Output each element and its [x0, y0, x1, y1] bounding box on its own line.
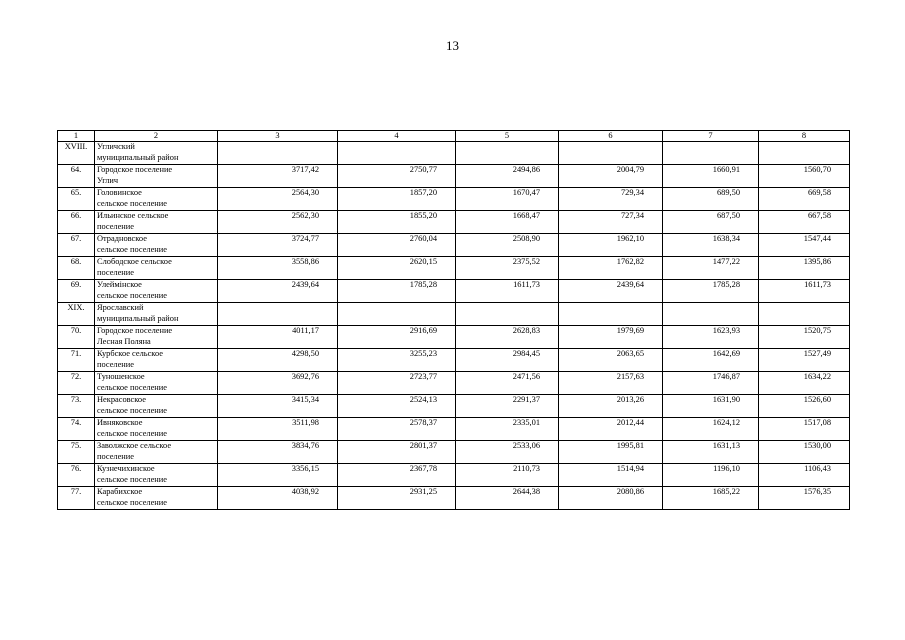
settlement-name-line: Углич — [97, 175, 119, 185]
value-cell: 1547,44 — [759, 234, 850, 257]
value-cell: 1979,69 — [559, 326, 663, 349]
row-number: XIX. — [58, 303, 95, 326]
table-row — [58, 188, 850, 211]
table-row — [58, 487, 850, 510]
row-number: 70. — [58, 326, 95, 349]
value-cell: 1642,69 — [663, 349, 759, 372]
value-cell: 1611,73 — [759, 280, 850, 303]
value-cell: 2620,15 — [338, 257, 456, 280]
settlement-name-line: поселение — [97, 267, 134, 277]
value-cell: 2524,13 — [338, 395, 456, 418]
table-row — [58, 303, 850, 326]
value-cell: 689,50 — [663, 188, 759, 211]
value-cell: 1611,73 — [456, 280, 559, 303]
value-cell: 2801,37 — [338, 441, 456, 464]
settlement-name — [95, 395, 218, 418]
value-cell — [338, 142, 456, 165]
settlement-name-line: поселение — [97, 221, 134, 231]
value-cell: 2110,73 — [456, 464, 559, 487]
table-row — [58, 326, 850, 349]
value-cell: 3724,77 — [218, 234, 338, 257]
table-header-row — [58, 131, 850, 142]
settlement-name — [95, 349, 218, 372]
value-cell: 3692,76 — [218, 372, 338, 395]
row-number: 75. — [58, 441, 95, 464]
table-row — [58, 280, 850, 303]
value-cell: 2578,37 — [338, 418, 456, 441]
value-cell: 4298,50 — [218, 349, 338, 372]
value-cell: 1668,47 — [456, 211, 559, 234]
column-header: 6 — [559, 131, 663, 142]
value-cell: 1857,20 — [338, 188, 456, 211]
value-cell — [456, 303, 559, 326]
settlement-name — [95, 418, 218, 441]
row-number: 74. — [58, 418, 95, 441]
settlement-name-line: сельское поселение — [97, 198, 167, 208]
value-cell: 1785,28 — [338, 280, 456, 303]
value-cell: 1527,49 — [759, 349, 850, 372]
column-header: 7 — [663, 131, 759, 142]
value-cell: 1576,35 — [759, 487, 850, 510]
settlement-name — [95, 464, 218, 487]
value-cell: 1785,28 — [663, 280, 759, 303]
settlement-name — [95, 303, 218, 326]
settlement-name-line: сельское поселение — [97, 382, 167, 392]
value-cell: 2760,04 — [338, 234, 456, 257]
value-cell: 2157,63 — [559, 372, 663, 395]
value-cell: 2750,77 — [338, 165, 456, 188]
settlement-name-line: Улеймінское — [97, 280, 142, 289]
settlement-name — [95, 211, 218, 234]
value-cell: 4038,92 — [218, 487, 338, 510]
value-cell: 1746,87 — [663, 372, 759, 395]
settlement-name-line: Угличский — [97, 142, 135, 151]
table-row — [58, 257, 850, 280]
row-number: 71. — [58, 349, 95, 372]
value-cell — [663, 303, 759, 326]
settlement-name-line: Туношенское — [97, 372, 145, 381]
settlement-name-line: сельское поселение — [97, 497, 167, 507]
settlement-name-line: Кузнечихинское — [97, 464, 155, 473]
row-number: 64. — [58, 165, 95, 188]
row-number: 68. — [58, 257, 95, 280]
row-number: 66. — [58, 211, 95, 234]
value-cell: 3415,34 — [218, 395, 338, 418]
value-cell: 1623,93 — [663, 326, 759, 349]
value-cell: 2013,26 — [559, 395, 663, 418]
table-row — [58, 349, 850, 372]
value-cell: 1995,81 — [559, 441, 663, 464]
row-number: 73. — [58, 395, 95, 418]
value-cell: 2335,01 — [456, 418, 559, 441]
settlement-name-line: муниципальный район — [97, 313, 179, 323]
table-row — [58, 441, 850, 464]
settlement-name — [95, 234, 218, 257]
table-row — [58, 165, 850, 188]
value-cell: 2375,52 — [456, 257, 559, 280]
settlement-name-line: Ильинское сельское — [97, 211, 169, 220]
settlement-name-line: сельское поселение — [97, 290, 167, 300]
table-row — [58, 395, 850, 418]
row-number: 69. — [58, 280, 95, 303]
value-cell — [759, 303, 850, 326]
value-cell: 1514,94 — [559, 464, 663, 487]
value-cell: 1631,13 — [663, 441, 759, 464]
value-cell: 2063,65 — [559, 349, 663, 372]
settlement-name-line: Лесная Поляна — [97, 336, 151, 346]
value-cell: 1670,47 — [456, 188, 559, 211]
value-cell — [338, 303, 456, 326]
settlement-name — [95, 257, 218, 280]
value-cell: 3717,42 — [218, 165, 338, 188]
value-cell: 1517,08 — [759, 418, 850, 441]
value-cell: 2644,38 — [456, 487, 559, 510]
value-cell: 1685,22 — [663, 487, 759, 510]
row-number: XVIII. — [58, 142, 95, 165]
settlement-name-line: Отрадновское — [97, 234, 147, 243]
column-header: 5 — [456, 131, 559, 142]
value-cell: 3834,76 — [218, 441, 338, 464]
value-cell: 667,58 — [759, 211, 850, 234]
settlement-name-line: Городское поселение — [97, 326, 173, 335]
table-row — [58, 372, 850, 395]
column-header: 2 — [95, 131, 218, 142]
row-number: 67. — [58, 234, 95, 257]
table-row — [58, 464, 850, 487]
value-cell: 687,50 — [663, 211, 759, 234]
table-row — [58, 211, 850, 234]
value-cell: 1395,86 — [759, 257, 850, 280]
value-cell: 2004,79 — [559, 165, 663, 188]
value-cell: 2367,78 — [338, 464, 456, 487]
value-cell: 2562,30 — [218, 211, 338, 234]
value-cell: 2723,77 — [338, 372, 456, 395]
settlement-name-line: Слободское сельское — [97, 257, 172, 266]
settlement-name-line: Некрасовское — [97, 395, 146, 404]
value-cell: 1106,43 — [759, 464, 850, 487]
value-cell — [218, 142, 338, 165]
value-cell: 4011,17 — [218, 326, 338, 349]
row-number: 77. — [58, 487, 95, 510]
value-cell: 1855,20 — [338, 211, 456, 234]
settlement-name — [95, 165, 218, 188]
value-cell: 2533,06 — [456, 441, 559, 464]
value-cell: 2291,37 — [456, 395, 559, 418]
value-cell: 2012,44 — [559, 418, 663, 441]
value-cell: 1520,75 — [759, 326, 850, 349]
settlement-name-line: Городское поселение — [97, 165, 173, 174]
row-number: 72. — [58, 372, 95, 395]
settlement-name — [95, 326, 218, 349]
settlement-name-line: Ивняковское — [97, 418, 143, 427]
settlement-name-line: Курбское сельское — [97, 349, 163, 358]
value-cell: 2494,86 — [456, 165, 559, 188]
settlement-name-line: муниципальный район — [97, 152, 179, 162]
value-cell: 1762,82 — [559, 257, 663, 280]
value-cell: 3255,23 — [338, 349, 456, 372]
table-body — [58, 142, 850, 510]
value-cell: 3558,86 — [218, 257, 338, 280]
value-cell: 729,34 — [559, 188, 663, 211]
settlement-name-line: Ярославский — [97, 303, 144, 312]
settlement-name — [95, 441, 218, 464]
value-cell — [759, 142, 850, 165]
column-header: 1 — [58, 131, 95, 142]
value-cell: 2439,64 — [218, 280, 338, 303]
value-cell: 1634,22 — [759, 372, 850, 395]
settlement-name-line: Карабихское — [97, 487, 143, 496]
settlement-name — [95, 142, 218, 165]
value-cell: 2508,90 — [456, 234, 559, 257]
value-cell: 2080,86 — [559, 487, 663, 510]
page-number: 13 — [446, 38, 459, 53]
value-cell: 1660,91 — [663, 165, 759, 188]
settlement-name — [95, 487, 218, 510]
value-cell: 2916,69 — [338, 326, 456, 349]
settlement-name-line: сельское поселение — [97, 244, 167, 254]
settlement-name — [95, 372, 218, 395]
column-header: 4 — [338, 131, 456, 142]
value-cell: 2564,30 — [218, 188, 338, 211]
value-cell — [218, 303, 338, 326]
column-header: 3 — [218, 131, 338, 142]
table-row — [58, 234, 850, 257]
table-row — [58, 418, 850, 441]
value-cell — [663, 142, 759, 165]
value-cell: 1530,00 — [759, 441, 850, 464]
value-cell: 1526,60 — [759, 395, 850, 418]
value-cell: 1477,22 — [663, 257, 759, 280]
value-cell: 1624,12 — [663, 418, 759, 441]
row-number: 76. — [58, 464, 95, 487]
settlement-name-line: поселение — [97, 359, 134, 369]
value-cell: 669,58 — [759, 188, 850, 211]
value-cell: 2471,56 — [456, 372, 559, 395]
settlement-name-line: сельское поселение — [97, 474, 167, 484]
value-cell — [456, 142, 559, 165]
settlement-name-line: Заволжское сельское — [97, 441, 172, 450]
settlement-name-line: сельское поселение — [97, 428, 167, 438]
value-cell: 2984,45 — [456, 349, 559, 372]
value-cell: 1631,90 — [663, 395, 759, 418]
tariff-table — [57, 130, 850, 510]
value-cell: 1196,10 — [663, 464, 759, 487]
value-cell: 1638,34 — [663, 234, 759, 257]
settlement-name-line: Головинское — [97, 188, 142, 197]
value-cell: 1962,10 — [559, 234, 663, 257]
settlement-name — [95, 280, 218, 303]
value-cell: 3356,15 — [218, 464, 338, 487]
value-cell: 2628,83 — [456, 326, 559, 349]
value-cell — [559, 142, 663, 165]
value-cell: 727,34 — [559, 211, 663, 234]
value-cell: 2439,64 — [559, 280, 663, 303]
table-row — [58, 142, 850, 165]
value-cell: 3511,98 — [218, 418, 338, 441]
settlement-name — [95, 188, 218, 211]
value-cell: 1560,70 — [759, 165, 850, 188]
row-number: 65. — [58, 188, 95, 211]
settlement-name-line: поселение — [97, 451, 134, 461]
settlement-name-line: сельское поселение — [97, 405, 167, 415]
column-header: 8 — [759, 131, 850, 142]
value-cell — [559, 303, 663, 326]
value-cell: 2931,25 — [338, 487, 456, 510]
